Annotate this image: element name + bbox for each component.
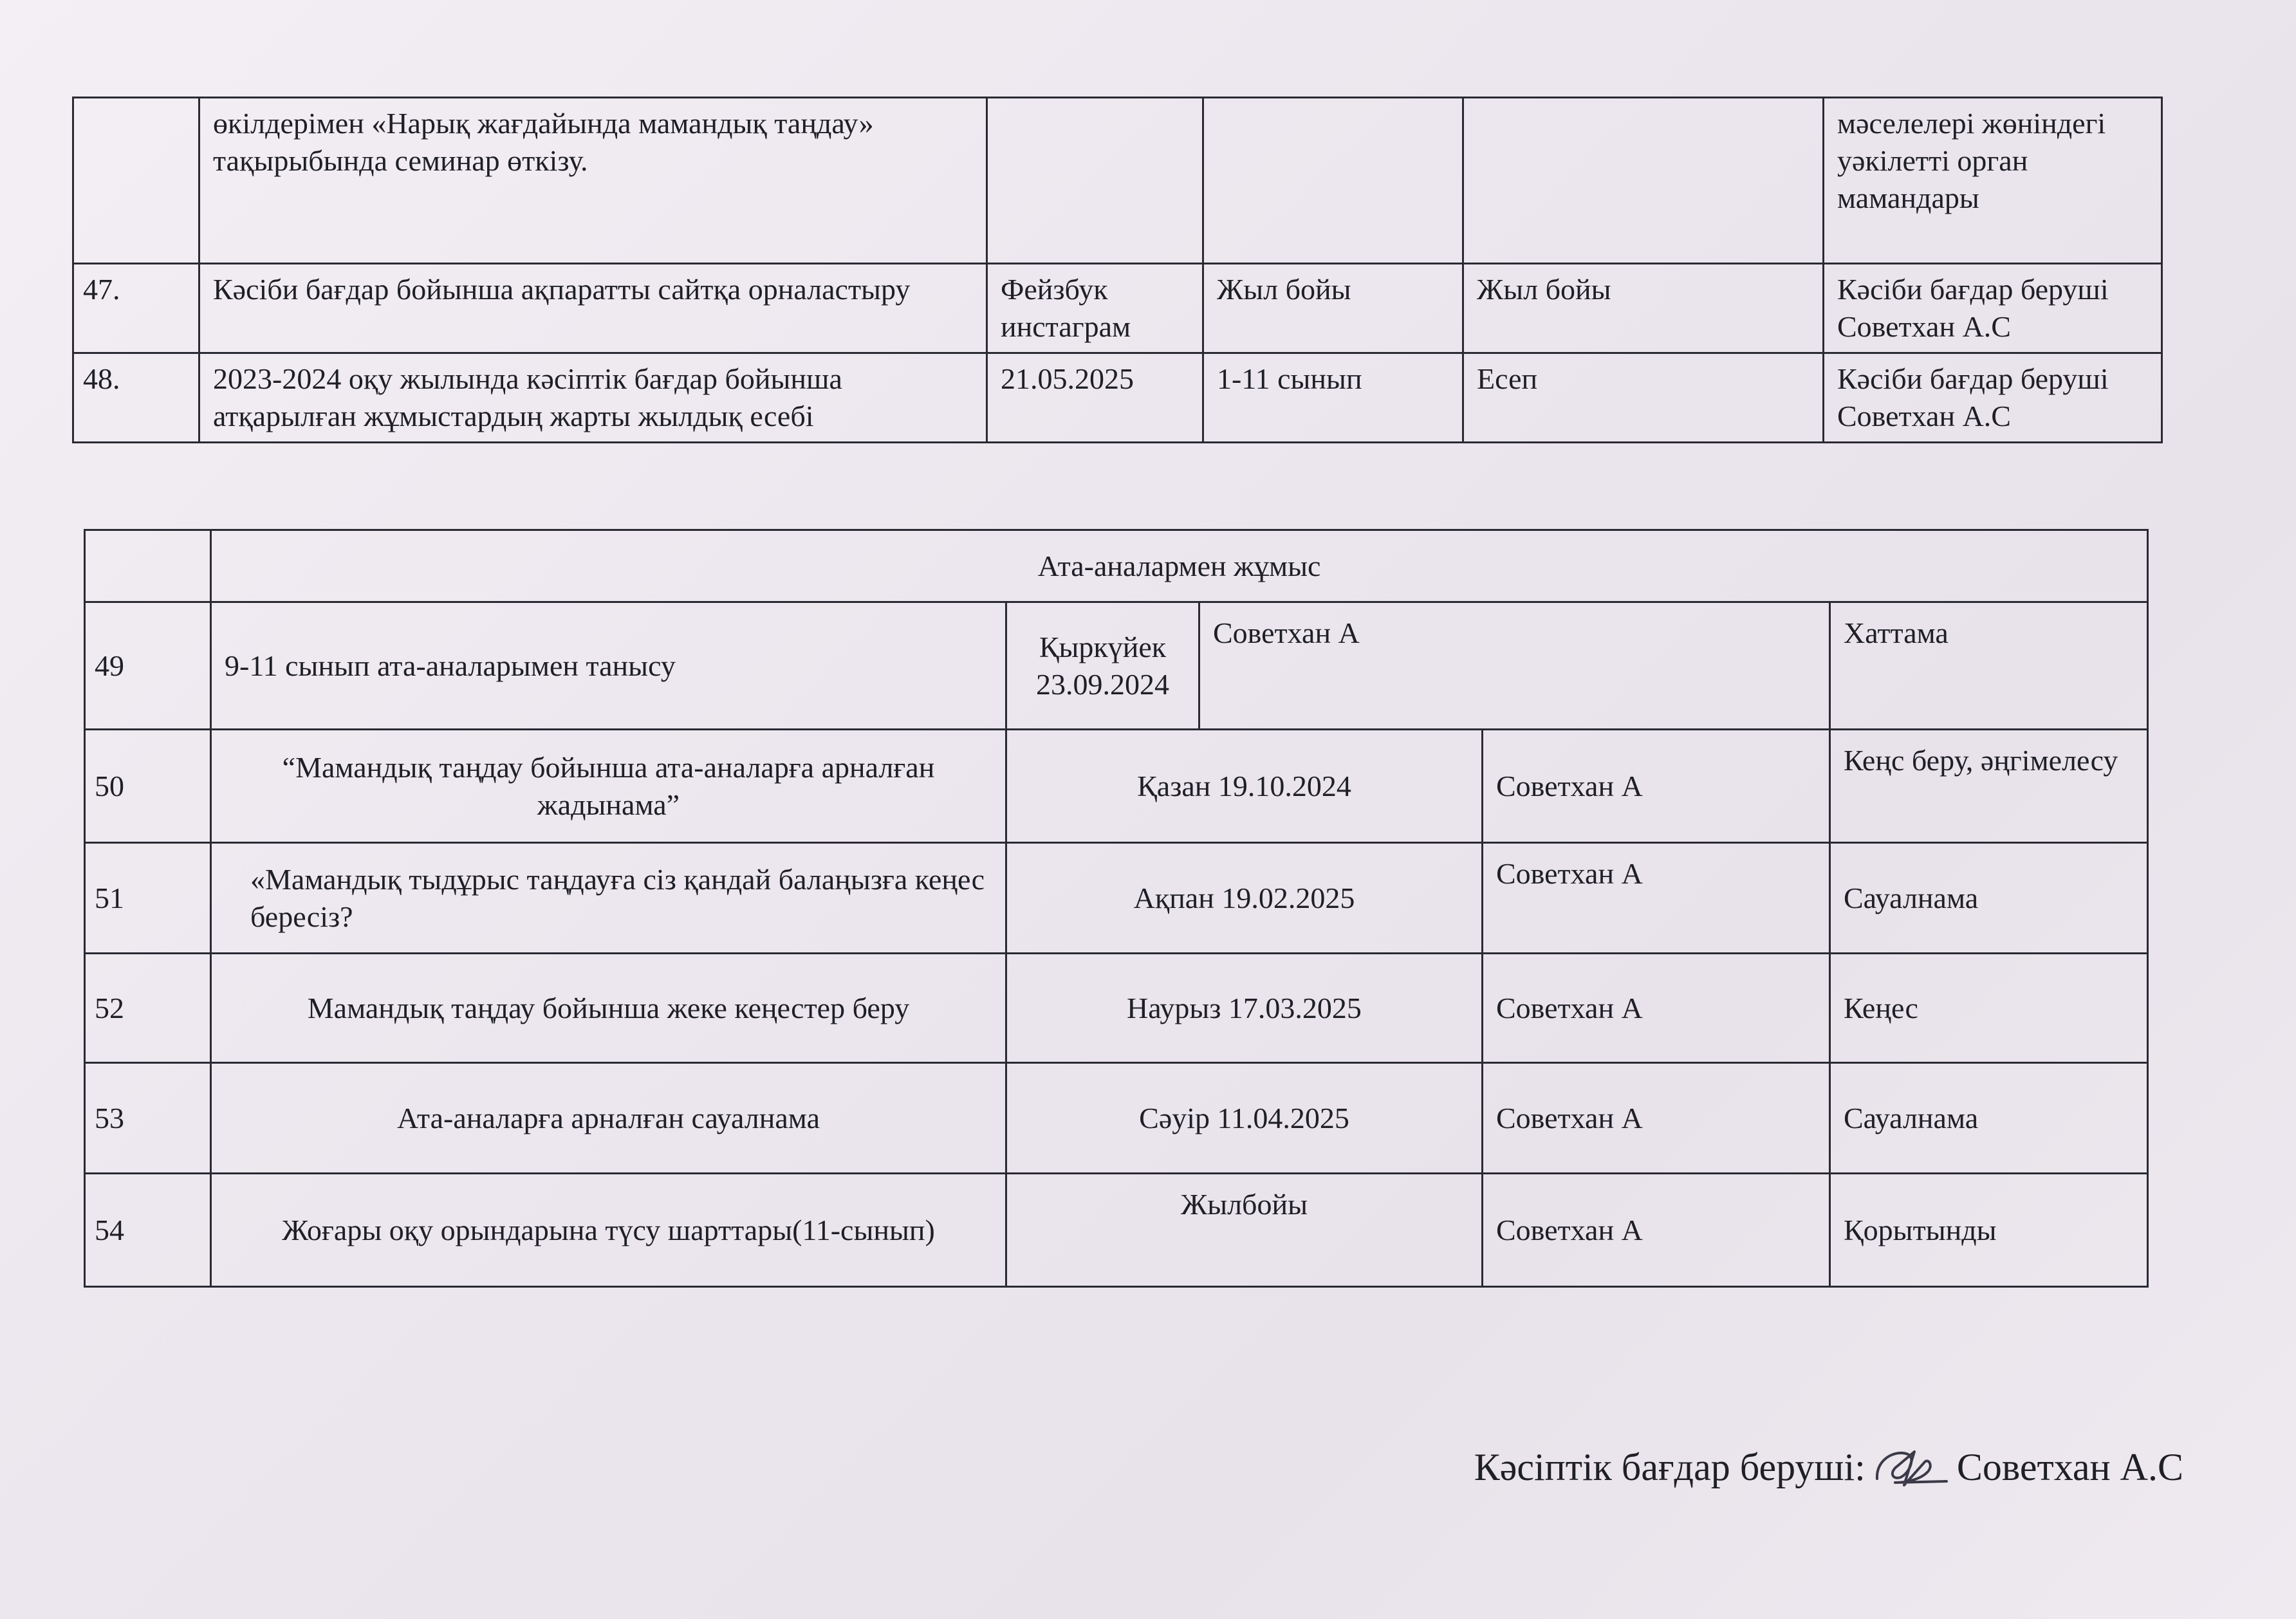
row-number: 53 [85,1063,211,1174]
audience-cell [1203,98,1463,264]
row-number: 50 [85,730,211,843]
responsible-cell: Советхан А [1483,1174,1830,1287]
handwritten-signature-icon [1869,1440,1953,1494]
date-cell: Қазан 19.10.2024 [1006,730,1483,843]
audience-cell: 1-11 сынып [1203,353,1463,443]
date-cell: Қыркүйек 23.09.2024 [1006,602,1199,730]
table-row [73,98,2162,264]
date-cell: Ақпан 19.02.2025 [1006,843,1483,954]
event-cell: “Мамандық таңдау бойынша ата-аналарға арналған жадынама” [211,730,1006,843]
deadline-cell [1463,98,1824,264]
table-row [85,954,2148,1063]
signature-block [1474,1440,2183,1494]
result-cell: Хаттама [1830,602,2148,730]
date-cell: Жылбойы [1006,1174,1483,1287]
table-row [85,843,2148,954]
responsible-cell: Советхан А [1199,602,1830,730]
deadline-cell: Есеп [1463,353,1824,443]
section-title: Ата-аналармен жұмыс [211,530,2148,602]
event-cell: Ата-аналарға арналған сауалнама [211,1063,1006,1174]
row-number [73,98,199,264]
form-cell [987,98,1203,264]
event-cell: «Мамандық тыдұрыс таңдауға сіз қандай балаңызға кеңес бересіз? [211,843,1006,954]
form-cell: 21.05.2025 [987,353,1203,443]
result-cell: Кеңес [1830,954,2148,1063]
result-cell: Сауалнама [1830,1063,2148,1174]
empty-header-cell [85,530,211,602]
event-cell: 9-11 сынып ата-аналарымен танысу [211,602,1006,730]
event-cell: Мамандық таңдау бойынша жеке кеңестер беру [211,954,1006,1063]
date-cell: Сәуір 11.04.2025 [1006,1063,1483,1174]
responsible-cell: Кәсіби бағдар беруші Советхан А.С [1824,264,2162,353]
event-cell: Кәсіби бағдар бойынша ақпаратты сайтқа орналастыру [199,264,987,353]
row-number: 48. [73,353,199,443]
row-number: 47. [73,264,199,353]
responsible-cell: Советхан А [1483,954,1830,1063]
table-row [85,1063,2148,1174]
parents-work-table [84,529,2149,1288]
deadline-cell: Жыл бойы [1463,264,1824,353]
responsible-cell: Кәсіби бағдар беруші Советхан А.С [1824,353,2162,443]
result-cell: Қорытынды [1830,1174,2148,1287]
responsible-cell: Советхан А [1483,843,1830,954]
row-number: 49 [85,602,211,730]
event-cell: 2023-2024 оқу жылында кәсіптік бағдар бойынша атқарылған жұмыстардың жарты жылдық есебі [199,353,987,443]
responsible-cell: Советхан А [1483,1063,1830,1174]
signature-name: Советхан А.С [1956,1445,2183,1488]
section-header-row [85,530,2148,602]
responsible-cell: Советхан А [1483,730,1830,843]
audience-cell: Жыл бойы [1203,264,1463,353]
event-cell: Жоғары оқу орындарына түсу шарттары(11-сынып) [211,1174,1006,1287]
table-row [85,602,2148,730]
result-cell: Сауалнама [1830,843,2148,954]
table-row [85,1174,2148,1287]
form-cell: Фейзбук инстаграм [987,264,1203,353]
event-cell: өкілдерімен «Нарық жағдайында мамандық таңдау» тақырыбында семинар өткізу. [199,98,987,264]
row-number: 51 [85,843,211,954]
result-cell: Кеңс беру, әңгімелесу [1830,730,2148,843]
table-row [73,264,2162,353]
date-cell: Наурыз 17.03.2025 [1006,954,1483,1063]
table-row [85,730,2148,843]
row-number: 52 [85,954,211,1063]
responsible-cell: мәселелері жөніндегі уәкілетті орган мамандары [1824,98,2162,264]
signature-label: Кәсіптік бағдар беруші: [1474,1445,1866,1488]
row-number: 54 [85,1174,211,1287]
plan-table [72,97,2163,443]
table-row [73,353,2162,443]
